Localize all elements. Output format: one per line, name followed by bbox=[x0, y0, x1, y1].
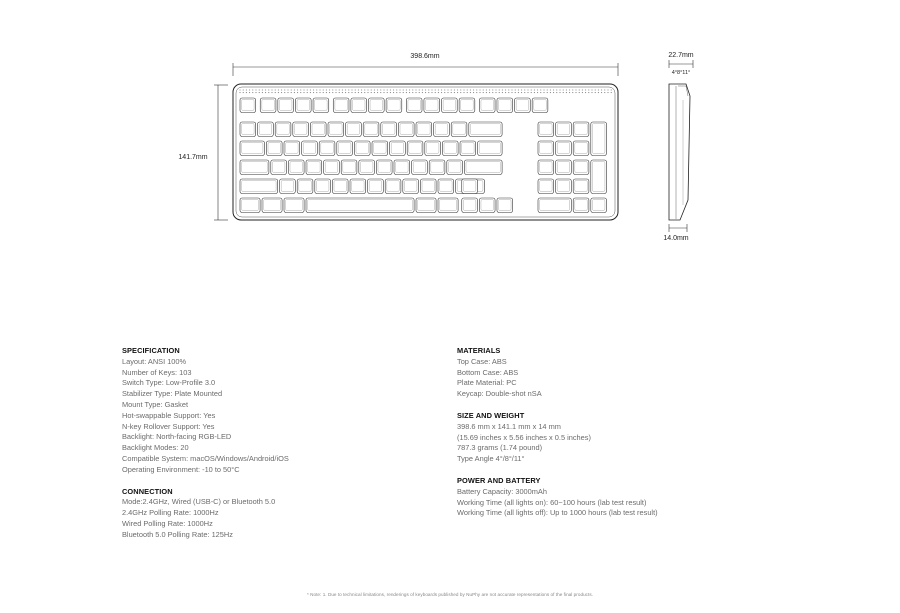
grille-dot bbox=[611, 89, 612, 90]
grille-dot bbox=[543, 89, 544, 90]
grille-dot bbox=[543, 92, 544, 93]
grille-dot bbox=[239, 89, 240, 90]
right-spec-column bbox=[457, 346, 658, 530]
grille-dot bbox=[579, 89, 580, 90]
spec-line: Working Time (all lights off): Up to 1000 hours (lab test result) bbox=[457, 508, 658, 518]
grille-dot bbox=[563, 89, 564, 90]
grille-dot bbox=[483, 89, 484, 90]
spec-line: Type Angle 4°/8°/11° bbox=[457, 454, 525, 464]
grille-dot bbox=[463, 92, 464, 93]
grille-dot bbox=[390, 92, 391, 93]
grille-dot bbox=[268, 92, 269, 93]
grille-dot bbox=[534, 92, 535, 93]
footnote: * Note: 1. Due to technical limitations, renderings of keyboards published by NuPhy are not accurate representations of the final products. bbox=[306, 592, 594, 597]
grille-dot bbox=[300, 89, 301, 90]
grille-dot bbox=[268, 89, 269, 90]
grille-dot bbox=[569, 92, 570, 93]
grille-dot bbox=[294, 92, 295, 93]
grille-dot bbox=[524, 89, 525, 90]
grille-dot bbox=[329, 92, 330, 93]
grille-dot bbox=[271, 89, 272, 90]
grille-dot bbox=[393, 92, 394, 93]
grille-dot bbox=[367, 92, 368, 93]
grille-dot bbox=[294, 89, 295, 90]
spec-line: Hot-swappable Support: Yes bbox=[122, 410, 216, 420]
grille-dot bbox=[463, 89, 464, 90]
grille-dot bbox=[540, 89, 541, 90]
spec-line: Stabilizer Type: Plate Mounted bbox=[122, 389, 223, 399]
grille-dot bbox=[419, 92, 420, 93]
grille-dot bbox=[591, 92, 592, 93]
grille-dot bbox=[540, 92, 541, 93]
grille-dot bbox=[575, 92, 576, 93]
keycap bbox=[591, 160, 607, 194]
grille-dot bbox=[310, 92, 311, 93]
grille-dot bbox=[415, 89, 416, 90]
grille-dot bbox=[271, 92, 272, 93]
grille-dot bbox=[419, 89, 420, 90]
grille-dot bbox=[399, 89, 400, 90]
grille-dot bbox=[297, 89, 298, 90]
grille-dot bbox=[495, 89, 496, 90]
spec-line: Bluetooth 5.0 Polling Rate: 125Hz bbox=[122, 529, 233, 539]
spec-group-title: SPECIFICATION bbox=[122, 346, 180, 355]
grille-dot bbox=[435, 92, 436, 93]
grille-dot bbox=[377, 89, 378, 90]
spec-group bbox=[457, 411, 658, 465]
grille-dot bbox=[422, 92, 423, 93]
spec-group-title: CONNECTION bbox=[122, 486, 173, 496]
grille-dot bbox=[390, 89, 391, 90]
grille-dot bbox=[425, 89, 426, 90]
grille-dot bbox=[537, 89, 538, 90]
grille-dot bbox=[399, 92, 400, 93]
grille-dot bbox=[300, 92, 301, 93]
grille-dot bbox=[585, 89, 586, 90]
grille-dot bbox=[460, 89, 461, 90]
grille-dot bbox=[403, 92, 404, 93]
grille-dot bbox=[345, 92, 346, 93]
spec-line: Plate Material: PC bbox=[457, 378, 517, 388]
grille-dot bbox=[412, 89, 413, 90]
grille-dot bbox=[531, 89, 532, 90]
grille-dot bbox=[611, 92, 612, 93]
grille-dot bbox=[511, 92, 512, 93]
side-width-label: 22.7mm bbox=[668, 52, 694, 59]
grille-dot bbox=[515, 89, 516, 90]
spec-group-title: POWER AND BATTERY bbox=[457, 475, 541, 485]
grille-dot bbox=[364, 92, 365, 93]
grille-dot bbox=[313, 92, 314, 93]
grille-dot bbox=[572, 92, 573, 93]
grille-dot bbox=[582, 89, 583, 90]
grille-dot bbox=[355, 89, 356, 90]
grille-dot bbox=[393, 89, 394, 90]
grille-dot bbox=[339, 92, 340, 93]
grille-dot bbox=[255, 92, 256, 93]
spec-line: 787.3 grams (1.74 pound) bbox=[457, 443, 543, 453]
grille-dot bbox=[601, 89, 602, 90]
grille-dot bbox=[479, 89, 480, 90]
grille-dot bbox=[409, 92, 410, 93]
grille-dot bbox=[521, 92, 522, 93]
spec-group-title: MATERIALS bbox=[457, 346, 501, 355]
grille-dot bbox=[377, 92, 378, 93]
grille-dot bbox=[313, 89, 314, 90]
grille-dot bbox=[489, 92, 490, 93]
grille-dot bbox=[422, 89, 423, 90]
grille-dot bbox=[374, 89, 375, 90]
grille-dot bbox=[278, 89, 279, 90]
grille-dot bbox=[374, 92, 375, 93]
grille-dot bbox=[566, 92, 567, 93]
grille-dot bbox=[447, 89, 448, 90]
grille-dot bbox=[547, 89, 548, 90]
spec-group-title: SIZE AND WEIGHT bbox=[457, 410, 525, 420]
grille-dot bbox=[521, 89, 522, 90]
grille-dot bbox=[559, 92, 560, 93]
spec-line: Keycap: Double-shot nSA bbox=[457, 389, 542, 399]
grille-dot bbox=[527, 89, 528, 90]
grille-dot bbox=[425, 92, 426, 93]
grille-dot bbox=[291, 92, 292, 93]
grille-dot bbox=[508, 89, 509, 90]
grille-dot bbox=[495, 92, 496, 93]
grille-dot bbox=[297, 92, 298, 93]
grille-dot bbox=[406, 89, 407, 90]
grille-dot bbox=[278, 92, 279, 93]
grille-dot bbox=[319, 89, 320, 90]
grille-dot bbox=[281, 92, 282, 93]
grille-dot bbox=[406, 92, 407, 93]
spec-line: Backlight: North-facing RGB-LED bbox=[122, 432, 232, 442]
grille-dot bbox=[563, 92, 564, 93]
grille-dot bbox=[550, 92, 551, 93]
grille-dot bbox=[547, 92, 548, 93]
grille-dot bbox=[444, 89, 445, 90]
grille-dot bbox=[431, 89, 432, 90]
grille-dot bbox=[598, 89, 599, 90]
grille-dot bbox=[307, 89, 308, 90]
grille-dot bbox=[239, 92, 240, 93]
grille-dot bbox=[579, 92, 580, 93]
width-dimension bbox=[233, 63, 618, 76]
grille-dot bbox=[492, 92, 493, 93]
grille-dot bbox=[326, 89, 327, 90]
grille-dot bbox=[351, 89, 352, 90]
grille-dot bbox=[262, 92, 263, 93]
grille-dot bbox=[335, 92, 336, 93]
grille-dot bbox=[358, 92, 359, 93]
grille-dot bbox=[499, 92, 500, 93]
grille-dot bbox=[403, 89, 404, 90]
grille-dot bbox=[409, 89, 410, 90]
grille-dot bbox=[396, 92, 397, 93]
grille-dot bbox=[303, 92, 304, 93]
grille-dot bbox=[492, 89, 493, 90]
grille-dot bbox=[259, 89, 260, 90]
spec-line: Backlight Modes: 20 bbox=[122, 443, 189, 453]
grille-dot bbox=[527, 92, 528, 93]
grille-dot bbox=[559, 89, 560, 90]
grille-dot bbox=[479, 92, 480, 93]
spec-line: Switch Type: Low-Profile 3.0 bbox=[122, 378, 216, 388]
spec-line: 2.4GHz Polling Rate: 1000Hz bbox=[122, 508, 219, 518]
keyboard-diagram bbox=[0, 0, 900, 260]
grille-dot bbox=[428, 92, 429, 93]
grille-dot bbox=[348, 89, 349, 90]
grille-dot bbox=[569, 89, 570, 90]
spec-line: Top Case: ABS bbox=[457, 356, 507, 366]
spec-line: Bottom Case: ABS bbox=[457, 367, 519, 377]
grille-dot bbox=[473, 92, 474, 93]
grille-dot bbox=[476, 92, 477, 93]
grille-dot bbox=[342, 89, 343, 90]
grille-dot bbox=[358, 89, 359, 90]
spec-line: Number of Keys: 103 bbox=[122, 367, 192, 377]
grille-dot bbox=[252, 92, 253, 93]
spec-line: Compatible System: macOS/Windows/Android/iOS bbox=[122, 453, 289, 463]
grille-dot bbox=[585, 92, 586, 93]
grille-dot bbox=[454, 89, 455, 90]
spec-line: Mount Type: Gasket bbox=[122, 399, 189, 409]
grille-dot bbox=[281, 89, 282, 90]
grille-dot bbox=[607, 89, 608, 90]
grille-dot bbox=[518, 89, 519, 90]
grille-dot bbox=[588, 89, 589, 90]
grille-dot bbox=[604, 89, 605, 90]
grille-dot bbox=[284, 92, 285, 93]
grille-dot bbox=[303, 89, 304, 90]
grille-dot bbox=[447, 92, 448, 93]
grille-dot bbox=[572, 89, 573, 90]
grille-dot bbox=[470, 92, 471, 93]
grille-dot bbox=[467, 89, 468, 90]
grille-dot bbox=[316, 92, 317, 93]
grille-dot bbox=[505, 89, 506, 90]
grille-dot bbox=[415, 92, 416, 93]
grille-dot bbox=[396, 89, 397, 90]
grille-dot bbox=[566, 89, 567, 90]
grille-dot bbox=[607, 92, 608, 93]
grille-dot bbox=[355, 92, 356, 93]
grille-dot bbox=[598, 92, 599, 93]
keycap bbox=[591, 122, 607, 156]
height-label: 141.7mm bbox=[178, 154, 208, 161]
grille-dot bbox=[435, 89, 436, 90]
grille-dot bbox=[556, 89, 557, 90]
grille-dot bbox=[348, 92, 349, 93]
spec-line: Mode:2.4GHz, Wired (USB-C) or Bluetooth 5.0 bbox=[122, 497, 276, 507]
grille-dot bbox=[246, 92, 247, 93]
spec-line: Wired Polling Rate: 1000Hz bbox=[122, 518, 213, 528]
side-thickness-label: 14.0mm bbox=[663, 235, 689, 242]
grille-dot bbox=[383, 92, 384, 93]
side-width-dimension bbox=[669, 60, 693, 68]
grille-dot bbox=[441, 92, 442, 93]
grille-dot bbox=[444, 92, 445, 93]
grille-dot bbox=[259, 92, 260, 93]
grille-dot bbox=[438, 89, 439, 90]
grille-dot bbox=[287, 89, 288, 90]
left-spec-column bbox=[122, 346, 289, 552]
grille-dot bbox=[473, 89, 474, 90]
side-angles-label: 4°8°11° bbox=[671, 70, 691, 76]
grille-dot bbox=[588, 92, 589, 93]
grille-dot bbox=[553, 89, 554, 90]
grille-dot bbox=[361, 92, 362, 93]
grille-dot bbox=[502, 89, 503, 90]
grille-dot bbox=[483, 92, 484, 93]
grille-dot bbox=[595, 92, 596, 93]
grille-dot bbox=[275, 89, 276, 90]
grille-dot bbox=[351, 92, 352, 93]
grille-dot bbox=[412, 92, 413, 93]
grille-dot bbox=[534, 89, 535, 90]
grille-dot bbox=[601, 92, 602, 93]
grille-dot bbox=[307, 92, 308, 93]
grille-dot bbox=[505, 92, 506, 93]
grille-dot bbox=[371, 89, 372, 90]
spec-line: Layout: ANSI 100% bbox=[122, 356, 187, 366]
grille-dot bbox=[431, 92, 432, 93]
grille-dot bbox=[454, 92, 455, 93]
grille-dot bbox=[380, 89, 381, 90]
grille-dot bbox=[387, 92, 388, 93]
grille-dot bbox=[451, 92, 452, 93]
spec-line: (15.69 inches x 5.56 inches x 0.5 inches) bbox=[457, 432, 591, 442]
grille-dot bbox=[451, 89, 452, 90]
grille-dot bbox=[367, 89, 368, 90]
grille-dot bbox=[595, 89, 596, 90]
grille-dot bbox=[361, 89, 362, 90]
grille-dot bbox=[457, 92, 458, 93]
grille-dot bbox=[438, 92, 439, 93]
spec-line: N-key Rollover Support: Yes bbox=[122, 421, 215, 431]
grille-dot bbox=[339, 89, 340, 90]
grille-dot bbox=[265, 89, 266, 90]
grille-dot bbox=[524, 92, 525, 93]
grille-dot bbox=[323, 89, 324, 90]
grille-dot bbox=[460, 92, 461, 93]
grille-dot bbox=[502, 92, 503, 93]
grille-dot bbox=[499, 89, 500, 90]
grille-dot bbox=[470, 89, 471, 90]
grille-dot bbox=[515, 92, 516, 93]
grille-dot bbox=[428, 89, 429, 90]
height-dimension bbox=[214, 85, 228, 220]
spec-line: Battery Capacity: 3000mAh bbox=[457, 486, 547, 496]
spec-line: Working Time (all lights on): 60~100 hours (lab test result) bbox=[457, 497, 647, 507]
grille-dot bbox=[329, 89, 330, 90]
grille-dot bbox=[310, 89, 311, 90]
spec-group bbox=[457, 346, 658, 400]
grille-dot bbox=[255, 89, 256, 90]
grille-dot bbox=[364, 89, 365, 90]
grille-dot bbox=[275, 92, 276, 93]
grille-dot bbox=[556, 92, 557, 93]
grille-dot bbox=[246, 89, 247, 90]
grille-dot bbox=[380, 92, 381, 93]
width-label: 398.6mm bbox=[410, 53, 440, 60]
side-thickness-dimension bbox=[669, 224, 687, 232]
grille-dot bbox=[383, 89, 384, 90]
grille-dot bbox=[467, 92, 468, 93]
grille-dot bbox=[342, 92, 343, 93]
spec-line: Operating Environment: -10 to 50°C bbox=[122, 464, 240, 474]
spec-line: 398.6 mm x 141.1 mm x 14 mm bbox=[457, 421, 561, 431]
grille-dot bbox=[332, 92, 333, 93]
grille-dot bbox=[316, 89, 317, 90]
grille-dot bbox=[486, 89, 487, 90]
grille-dot bbox=[537, 92, 538, 93]
grille-dot bbox=[591, 89, 592, 90]
grille-dot bbox=[243, 92, 244, 93]
grille-dot bbox=[262, 89, 263, 90]
grille-dot bbox=[511, 89, 512, 90]
grille-dot bbox=[387, 89, 388, 90]
side-view bbox=[669, 84, 690, 220]
grille-dot bbox=[319, 92, 320, 93]
grille-dot bbox=[345, 89, 346, 90]
grille-dot bbox=[243, 89, 244, 90]
grille-dot bbox=[518, 92, 519, 93]
grille-dot bbox=[249, 89, 250, 90]
grille-dot bbox=[441, 89, 442, 90]
grille-dot bbox=[265, 92, 266, 93]
spec-group bbox=[122, 487, 289, 541]
grille-dot bbox=[326, 92, 327, 93]
spec-group bbox=[457, 476, 658, 519]
grille-dot bbox=[575, 89, 576, 90]
grille-dot bbox=[287, 92, 288, 93]
grille-dot bbox=[284, 89, 285, 90]
grille-dot bbox=[486, 92, 487, 93]
grille-dot bbox=[332, 89, 333, 90]
grille-dot bbox=[252, 89, 253, 90]
grille-dot bbox=[550, 89, 551, 90]
grille-dot bbox=[508, 92, 509, 93]
grille-dot bbox=[489, 89, 490, 90]
grille-dot bbox=[582, 92, 583, 93]
grille-dot bbox=[476, 89, 477, 90]
grille-dot bbox=[553, 92, 554, 93]
spec-group bbox=[122, 346, 289, 476]
grille-dot bbox=[531, 92, 532, 93]
grille-dot bbox=[291, 89, 292, 90]
grille-dot bbox=[249, 92, 250, 93]
grille-dot bbox=[457, 89, 458, 90]
grille-dot bbox=[371, 92, 372, 93]
grille-dot bbox=[604, 92, 605, 93]
grille-dot bbox=[323, 92, 324, 93]
grille-dot bbox=[335, 89, 336, 90]
